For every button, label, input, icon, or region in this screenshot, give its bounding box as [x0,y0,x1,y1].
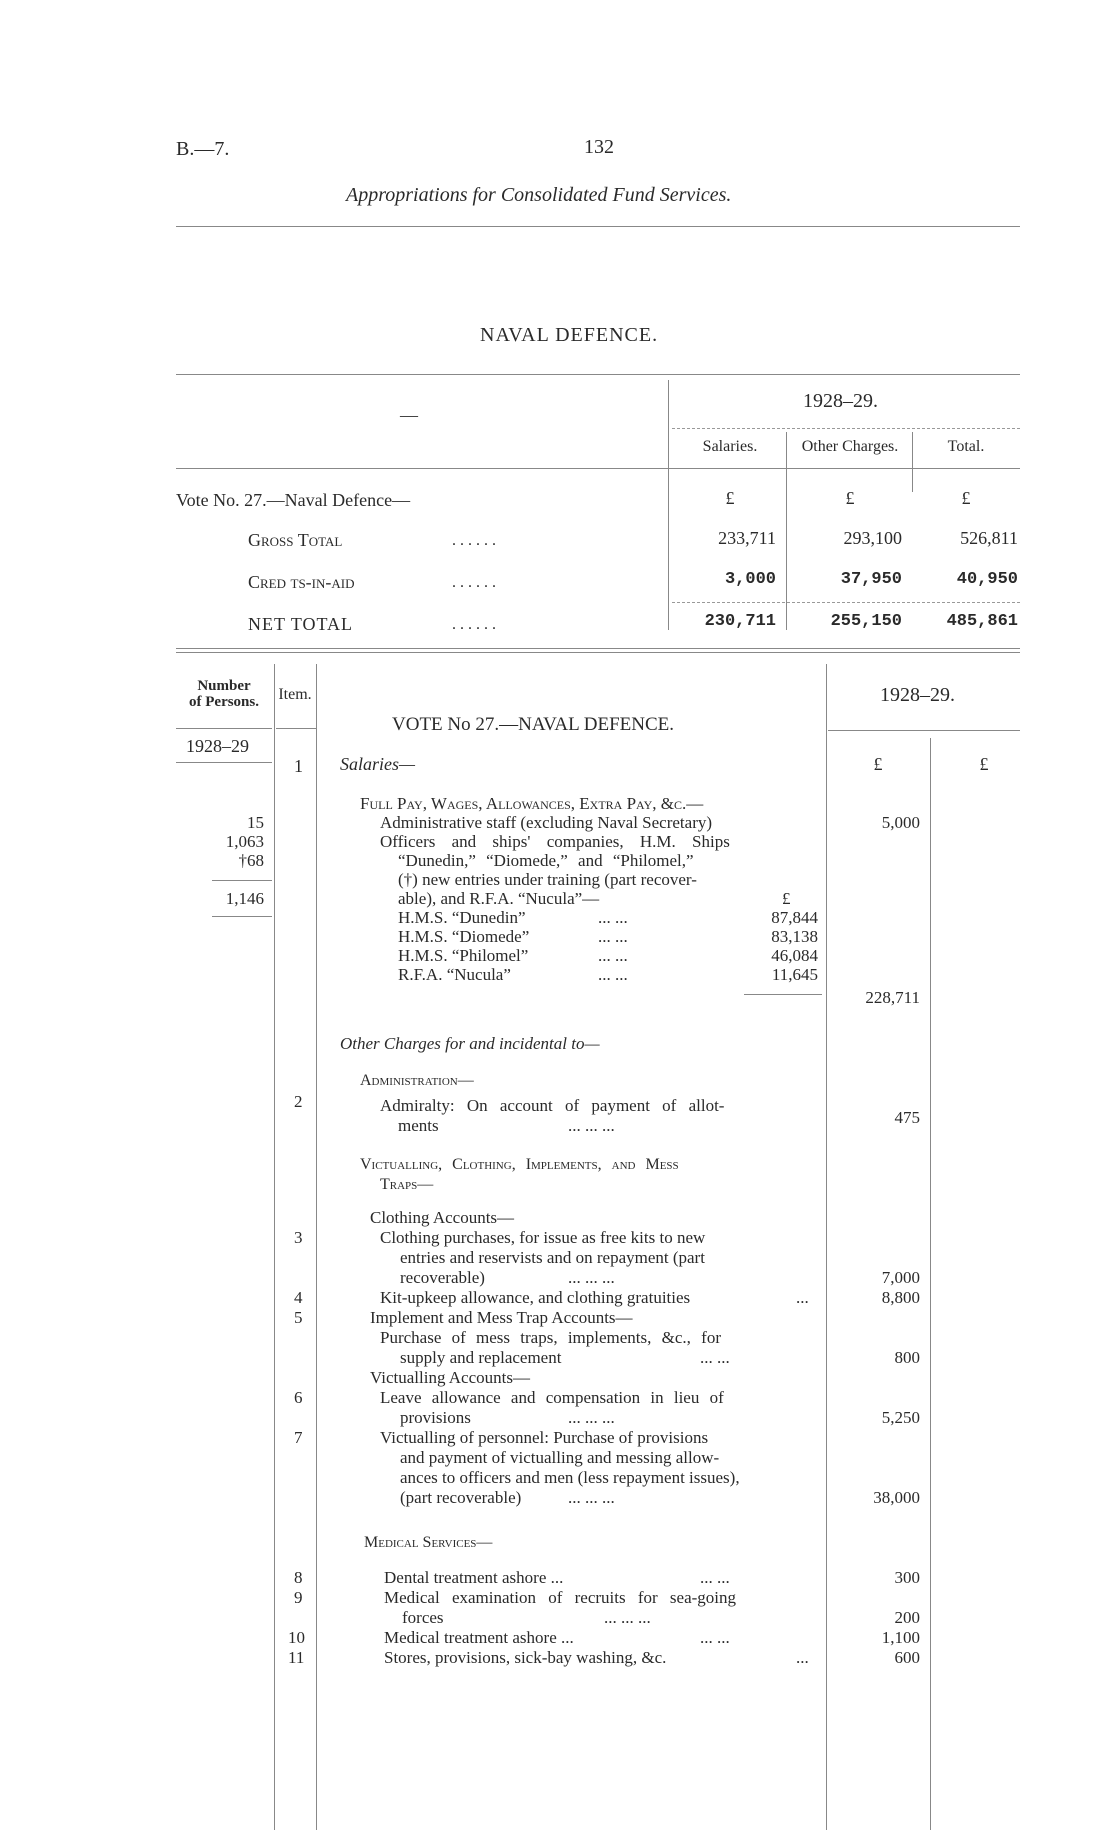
item7-line-2: and payment of victualling and messing allow- [400,1448,720,1467]
persons-admin: 15 [247,813,264,832]
item5-line-2: supply and replacement [400,1348,562,1367]
fullpay-line-3: Officers and ships' companies, H.M. Ships [380,832,730,851]
item9-line-1: Medical examination of recruits for sea-going [384,1588,737,1607]
col-total: Total. [947,438,985,455]
currency-right: £ [979,754,989,774]
page-title: NAVAL DEFENCE. [480,324,659,346]
item7-line-3: ances to officers and men (less repayment issues), [400,1468,740,1487]
item10-amount: 1,100 [881,1628,920,1647]
item8-dots: ... ... [700,1568,730,1587]
summary-top-rule [176,374,1020,375]
gross-total-other: 293,100 [843,528,902,548]
item7-line-1: Victualling of personnel: Purchase of provisions [380,1428,709,1447]
ship-diomede: H.M.S. “Diomede” [398,927,530,946]
ships-total: 228,711 [865,988,920,1007]
other-charges-heading: Other Charges for and incidental to— [340,1034,600,1053]
credits-dots: . . . . . . [452,574,496,591]
summary-col-sep-1 [786,432,787,630]
item11-dots: ... [796,1648,809,1667]
item6-line-2: provisions [400,1408,471,1427]
net-total-salaries: 230,711 [704,612,776,631]
item7-amount: 38,000 [873,1488,920,1507]
ship-philomel-amount: 46,084 [771,946,818,965]
item-3: 3 [294,1228,303,1247]
item9-dots: ... ... ... [604,1608,651,1627]
item-col-sep [316,664,317,1830]
item9-line-2: forces [402,1608,444,1627]
net-total-label: NET TOTAL [248,614,354,634]
persons-col-sep [274,664,275,1830]
summary-divider [668,380,669,630]
ships-sum-rule [744,994,822,995]
item9-amount: 200 [894,1608,920,1627]
clothing-accounts: Clothing Accounts— [370,1208,515,1227]
item6-line-1: Leave allowance and compensation in lieu of [380,1388,724,1407]
item-4: 4 [294,1288,303,1307]
net-total-other: 255,150 [830,612,902,631]
medical-heading: Medical Services— [364,1534,493,1551]
item6-amount: 5,250 [881,1408,920,1427]
summary-year: 1928–29. [803,390,878,412]
summary-bottom-rule-2 [176,652,1020,653]
item4-text: Kit-upkeep allowance, and clothing gratuities [380,1288,691,1307]
summary-header-rule [176,468,1020,469]
item-6: 6 [294,1388,303,1407]
ship-nucula-dots: ... ... [598,965,628,984]
summary-bottom-rule-1 [176,648,1020,649]
item-2: 2 [294,1092,303,1111]
persons-sum-rule [212,880,272,881]
persons-header-rule [176,728,272,729]
item4-dots: ... [796,1288,809,1307]
gross-total-dots: . . . . . . [452,532,496,549]
credits-total: 40,950 [956,570,1018,589]
col-number-line-1: Number [197,678,251,694]
fullpay-line-1: Full Pay, Wages, Allowances, Extra Pay, &c.— [360,794,704,813]
item11-amount: 600 [894,1648,920,1667]
header-rule [176,226,1020,227]
fullpay-pound: £ [782,889,791,908]
gross-total-label: Gross Total [248,530,343,550]
ship-dunedin-dots: ... ... [598,908,628,927]
admiralty-amount: 475 [894,1108,920,1127]
item5-line-1: Purchase of mess traps, implements, &c., for [380,1328,721,1347]
col-number-persons [176,678,272,710]
persons-ships: 1,063 [225,832,264,851]
credits-other: 37,950 [840,570,902,589]
admin-amount: 5,000 [881,813,920,832]
item3-line-1: Clothing purchases, for issue as free kits to new [380,1228,706,1247]
summary-year-rule [672,428,1020,429]
item-header-rule [276,728,316,729]
col-salaries: Salaries. [702,438,758,455]
item3-line-3: recoverable) [400,1268,485,1287]
summary-dash: — [400,405,418,425]
ship-philomel: H.M.S. “Philomel” [398,946,529,965]
page-ref: B.—7. [176,138,230,160]
currency-other: £ [845,488,855,508]
col-item: Item. [278,686,312,703]
item4-amount: 8,800 [881,1288,920,1307]
currency-salaries: £ [725,488,735,508]
persons-year: 1928–29 [186,736,249,756]
col-other-charges: Other Charges. [801,438,899,455]
fullpay-line-6: able), and R.F.A. “Nucula”— [398,889,600,908]
ship-philomel-dots: ... ... [598,946,628,965]
item11-text: Stores, provisions, sick-bay washing, &c. [384,1648,667,1667]
ship-nucula-amount: 11,645 [771,965,818,984]
ship-diomede-amount: 83,138 [771,927,818,946]
item-7: 7 [294,1428,303,1447]
detail-year: 1928–29. [880,684,955,706]
victualling-heading-1: Victualling, Clothing, Implements, and Mess [360,1156,679,1173]
item7-dots: ... ... ... [568,1488,615,1507]
item8-text: Dental treatment ashore ... [384,1568,564,1587]
admiralty-dots: ... ... ... [568,1116,615,1135]
gross-total-total: 526,811 [960,528,1018,548]
admin-heading: Administration— [360,1072,474,1089]
ship-dunedin-amount: 87,844 [771,908,818,927]
persons-total-rule [212,916,272,917]
ship-nucula: R.F.A. “Nucula” [398,965,511,984]
detail-year-rule [828,730,1020,731]
admiralty-line-2: ments [398,1116,439,1135]
currency-total: £ [961,488,971,508]
fullpay-line-2: Administrative staff (excluding Naval Secretary) [380,813,713,832]
item5-amount: 800 [894,1348,920,1367]
item-1: 1 [294,756,303,776]
victualling-heading-2: Traps— [380,1176,434,1193]
net-total-dots: . . . . . . [452,616,496,633]
vote-heading: VOTE No 27.—NAVAL DEFENCE. [392,714,675,735]
amount-col-sep-left [826,664,827,1830]
page-subtitle: Appropriations for Consolidated Fund Services. [346,184,732,206]
item8-amount: 300 [894,1568,920,1587]
gross-total-salaries: 233,711 [718,528,776,548]
item10-dots: ... ... [700,1628,730,1647]
item6-dots: ... ... ... [568,1408,615,1427]
item-10: 10 [288,1628,305,1647]
victualling-accounts: Victualling Accounts— [370,1368,530,1387]
vote-label: Vote No. 27.—Naval Defence— [176,490,411,510]
net-total-rule [672,602,1020,603]
item7-line-4: (part recoverable) [400,1488,522,1507]
fullpay-line-4: “Dunedin,” “Diomede,” and “Philomel,” [398,851,694,870]
credits-salaries: 3,000 [724,570,776,589]
amount-col-sep-mid [930,738,931,1830]
ship-dunedin: H.M.S. “Dunedin” [398,908,526,927]
persons-total: 1,146 [225,889,264,908]
fullpay-line-5: (†) new entries under training (part recover- [398,870,697,889]
item3-dots: ... ... ... [568,1268,615,1287]
admiralty-line-1: Admiralty: On account of payment of allot- [380,1096,725,1115]
item-5: 5 [294,1308,303,1327]
item-11: 11 [288,1648,305,1667]
item3-amount: 7,000 [881,1268,920,1287]
persons-entries: †68 [238,851,264,870]
item-8: 8 [294,1568,303,1587]
net-total-total: 485,861 [946,612,1018,631]
implement-accounts: Implement and Mess Trap Accounts— [370,1308,633,1327]
currency-left: £ [873,754,883,774]
item5-dots: ... ... [700,1348,730,1367]
item10-text: Medical treatment ashore ... [384,1628,574,1647]
ship-diomede-dots: ... ... [598,927,628,946]
item3-line-2: entries and reservists and on repayment (part [400,1248,705,1267]
salaries-heading: Salaries— [340,754,416,774]
credits-label: Cred ts-in-aid [248,572,355,592]
item-9: 9 [294,1588,303,1607]
col-number-line-2: of Persons. [189,694,259,710]
summary-col-sep-2 [912,432,913,492]
page-number: 132 [584,136,614,158]
persons-year-rule [176,762,272,763]
